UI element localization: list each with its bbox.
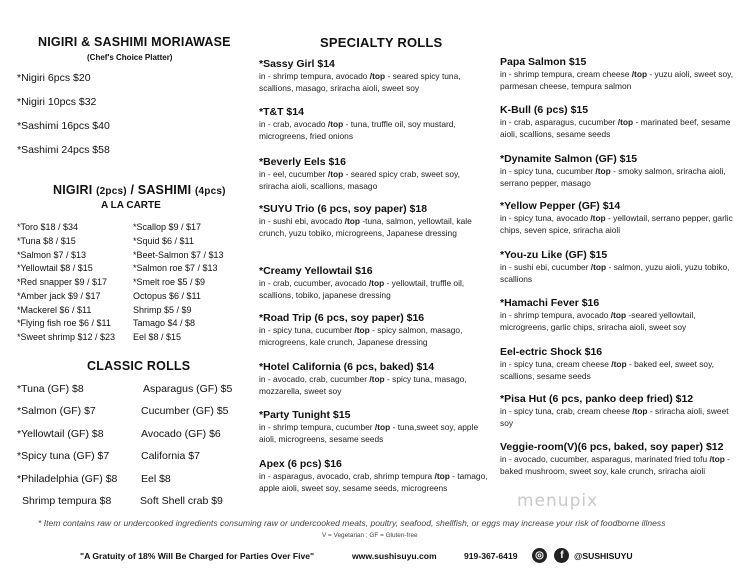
- specialty-roll: [259, 265, 491, 301]
- website-link[interactable]: www.sushisuyu.com: [352, 551, 437, 561]
- ala-carte-title-sashimi-qty: (4pcs): [194, 186, 226, 197]
- roll-name: *Beverly Eels $16: [259, 156, 346, 168]
- gratuity-notice: "A Gratuity of 18% Will Be Charged for Parties Over Five": [80, 551, 315, 561]
- ala-carte-item: *Mackerel $6 / $11: [17, 304, 92, 315]
- specialty-roll: [259, 312, 491, 348]
- roll-description: in - avocado, cucumber, asparagus, marinated fried tofu /top - baked mushroom, sweet soy, kale crunch, sriracha aioli: [500, 454, 730, 476]
- roll-description: in - crab, avocado /top - tuna, truffle oil, soy mustard, microgreens, fried onions: [259, 119, 456, 141]
- roll-description: in - spicy tuna, avocado /top - yellowtail, serrano pepper, garlic chips, seven spice, sriracha aioli: [500, 213, 733, 235]
- ala-carte-item: Octopus $6 / $11: [133, 290, 201, 301]
- roll-name: Eel-ectric Shock $16: [500, 346, 603, 358]
- roll-description: in - shrimp tempura, cucumber /top - tuna,sweet soy, apple aioli, microgreens, sesame seeds: [259, 422, 479, 444]
- classic-roll-item: Avocado (GF) $6: [141, 427, 221, 440]
- moriawase-item: *Nigiri 6pcs $20: [17, 72, 91, 84]
- roll-name: *SUYU Trio (6 pcs, soy paper) $18: [259, 203, 428, 215]
- specialty-roll: [259, 58, 491, 94]
- roll-description: in - sushi ebi, avocado /top -tuna, salmon, yellowtail, kale crunch, yuzu tobiko, microgreens, Japanese dressing: [259, 216, 472, 238]
- moriawase-item: *Nigiri 10pcs $32: [17, 96, 97, 108]
- ala-carte-item: *Squid $6 / $11: [133, 235, 194, 246]
- classic-roll-item: Cucumber (GF) $5: [141, 405, 229, 418]
- ala-carte-subtitle: A LA CARTE: [101, 200, 161, 211]
- specialty-roll: [259, 361, 491, 397]
- ala-carte-item: *Yellowtail $8 / $15: [17, 263, 93, 274]
- roll-name: *Pisa Hut (6 pcs, panko deep fried) $12: [500, 393, 694, 405]
- ala-carte-item: *Smelt roe $5 / $9: [133, 277, 206, 287]
- ala-carte-item: *Red snapper $9 / $17: [17, 277, 108, 287]
- classic-rolls-title: CLASSIC ROLLS: [87, 359, 191, 373]
- moriawase-item: *Sashimi 24pcs $58: [17, 144, 110, 156]
- roll-description: in - asparagus, avocado, crab, shrimp tempura /top - tamago, apple aioli, sweet soy, sesame seeds, microgreens: [259, 471, 488, 493]
- ala-carte-item: Tamago $4 / $8: [133, 318, 196, 329]
- roll-description: in - crab, cucumber, avocado /top - yellowtail, truffle oil, scallions, tobiko, japanese dressing: [259, 278, 465, 300]
- classic-roll-item: *Philadelphia (GF) $8: [17, 472, 118, 485]
- roll-name: *Road Trip (6 pcs, soy paper) $16: [259, 312, 425, 324]
- roll-name: Apex (6 pcs) $16: [259, 458, 342, 470]
- ala-carte-item: *Beet-Salmon $7 / $13: [133, 249, 224, 260]
- foodborne-notice: * Item contains raw or undercooked ingredients consuming raw or undercooked meats, poultry, seafood, shellfish, or eggs may increase your risk of foodborne illness: [38, 518, 666, 528]
- specialty-roll: [259, 203, 491, 239]
- instagram-icon[interactable]: ◎: [532, 548, 547, 563]
- roll-description: in - shrimp tempura, avocado /top -seared yellowtail, microgreens, garlic chips, sriracha aioli, sweet soy: [500, 310, 696, 332]
- moriawase-title: NIGIRI & SASHIMI MORIAWASE: [38, 35, 231, 49]
- ala-carte-title-nigiri: NIGIRI: [53, 183, 93, 197]
- roll-description: in - spicy tuna, crab, cream cheese /top - sriracha aioli, sweet soy: [500, 406, 729, 428]
- specialty-roll: [259, 458, 491, 494]
- ala-carte-item: Eel $8 / $15: [133, 332, 182, 342]
- specialty-roll: [500, 249, 736, 285]
- specialty-roll: [259, 156, 491, 192]
- roll-description: in - spicy tuna, cucumber /top - smoky salmon, sriracha aioli, serrano pepper, masago: [500, 166, 726, 188]
- ala-carte-item: *Amber jack $9 / $17: [17, 290, 101, 301]
- ala-carte-title-sashimi: / SASHIMI: [130, 183, 192, 197]
- roll-name: Papa Salmon $15: [500, 56, 587, 68]
- ala-carte-item: *Salmon roe $7 / $13: [133, 263, 218, 274]
- classic-roll-item: *Salmon (GF) $7: [17, 405, 96, 418]
- social-icons: [532, 547, 569, 565]
- roll-name: *Party Tunight $15: [259, 409, 351, 421]
- roll-name: *Hotel California (6 pcs, baked) $14: [259, 361, 435, 373]
- specialty-roll: [259, 409, 491, 445]
- classic-roll-item: *Tuna (GF) $8: [17, 383, 84, 395]
- ala-carte-title: [53, 183, 226, 197]
- roll-name: *Yellow Pepper (GF) $14: [500, 200, 621, 212]
- classic-roll-item: California $7: [141, 450, 200, 463]
- roll-description: in - shrimp tempura, cream cheese /top - yuzu aioli, sweet soy, parmesan cheese, tempura salmon: [500, 69, 734, 91]
- classic-roll-item: *Spicy tuna (GF) $7: [17, 450, 110, 463]
- ala-carte-item: *Tuna $8 / $15: [17, 235, 76, 246]
- ala-carte-title-nigiri-qty: (2pcs): [96, 186, 127, 197]
- specialty-roll: [500, 104, 736, 140]
- specialty-roll: [500, 441, 736, 477]
- roll-description: in - avocado, crab, cucumber /top - spicy tuna, masago, mozzarella, sweet soy: [259, 374, 467, 396]
- ala-carte-item: *Flying fish roe $6 / $11: [17, 318, 111, 329]
- specialty-roll: [500, 200, 736, 236]
- specialty-roll: [500, 393, 736, 429]
- roll-description: in - spicy tuna, cucumber /top - spicy salmon, masago, microgreens, kale crunch, Japanese dressing: [259, 325, 463, 347]
- roll-name: *Hamachi Fever $16: [500, 297, 600, 309]
- roll-description: in - sushi ebi, cucumber /top - salmon, yuzu aioli, yuzu tobiko, scallions: [500, 262, 730, 284]
- roll-name: *Dynamite Salmon (GF) $15: [500, 153, 638, 165]
- watermark-logo: menupix: [517, 491, 599, 511]
- social-handle[interactable]: @SUSHISUYU: [574, 551, 633, 561]
- legend-text: V = Vegetarian ; GF = Gluten-free: [322, 532, 418, 539]
- specialty-roll: [259, 106, 491, 142]
- classic-roll-item: Soft Shell crab $9: [140, 495, 223, 507]
- moriawase-item: *Sashimi 16pcs $40: [17, 120, 110, 132]
- roll-name: *T&T $14: [259, 106, 304, 118]
- ala-carte-item: *Sweet shrimp $12 / $23: [17, 332, 116, 342]
- facebook-icon[interactable]: f: [554, 548, 569, 563]
- roll-description: in - shrimp tempura, avocado /top - seared spicy tuna, scallions, masago, sriracha aioli, sweet soy: [259, 71, 461, 93]
- roll-name: K-Bull (6 pcs) $15: [500, 104, 589, 116]
- ala-carte-item: *Toro $18 / $34: [17, 222, 79, 232]
- specialty-roll: [500, 56, 736, 92]
- classic-roll-item: Eel $8: [141, 472, 171, 485]
- classic-roll-item: Shrimp tempura $8: [22, 495, 112, 507]
- specialty-roll: [500, 346, 736, 382]
- ala-carte-item: *Salmon $7 / $13: [17, 249, 87, 260]
- classic-roll-item: Asparagus (GF) $5: [143, 383, 233, 395]
- ala-carte-item: Shrimp $5 / $9: [133, 304, 192, 315]
- roll-name: *You-zu Like (GF) $15: [500, 249, 608, 261]
- roll-name: *Sassy Girl $14: [259, 58, 335, 70]
- classic-roll-item: *Yellowtail (GF) $8: [17, 427, 104, 440]
- ala-carte-item: *Scallop $9 / $17: [133, 222, 202, 232]
- moriawase-subtitle: (Chef's Choice Platter): [87, 53, 173, 62]
- phone-number[interactable]: 919-367-6419: [464, 551, 518, 561]
- roll-name: *Creamy Yellowtail $16: [259, 265, 373, 277]
- specialty-roll: [500, 297, 736, 333]
- roll-name: Veggie-room(V)(6 pcs, baked, soy paper) $12: [500, 441, 724, 453]
- roll-description: in - spicy tuna, cream cheese /top - baked eel, sweet soy, scallions, sesame seeds: [500, 359, 714, 381]
- roll-description: in - eel, cucumber /top - seared spicy crab, sweet soy, sriracha aioli, scallions, masago: [259, 169, 460, 191]
- roll-description: in - crab, asparagus, cucumber /top - marinated beef, sesame aioli, scallions, sesame seeds: [500, 117, 731, 139]
- specialty-roll: [500, 153, 736, 189]
- specialty-rolls-title: SPECIALTY ROLLS: [320, 35, 443, 50]
